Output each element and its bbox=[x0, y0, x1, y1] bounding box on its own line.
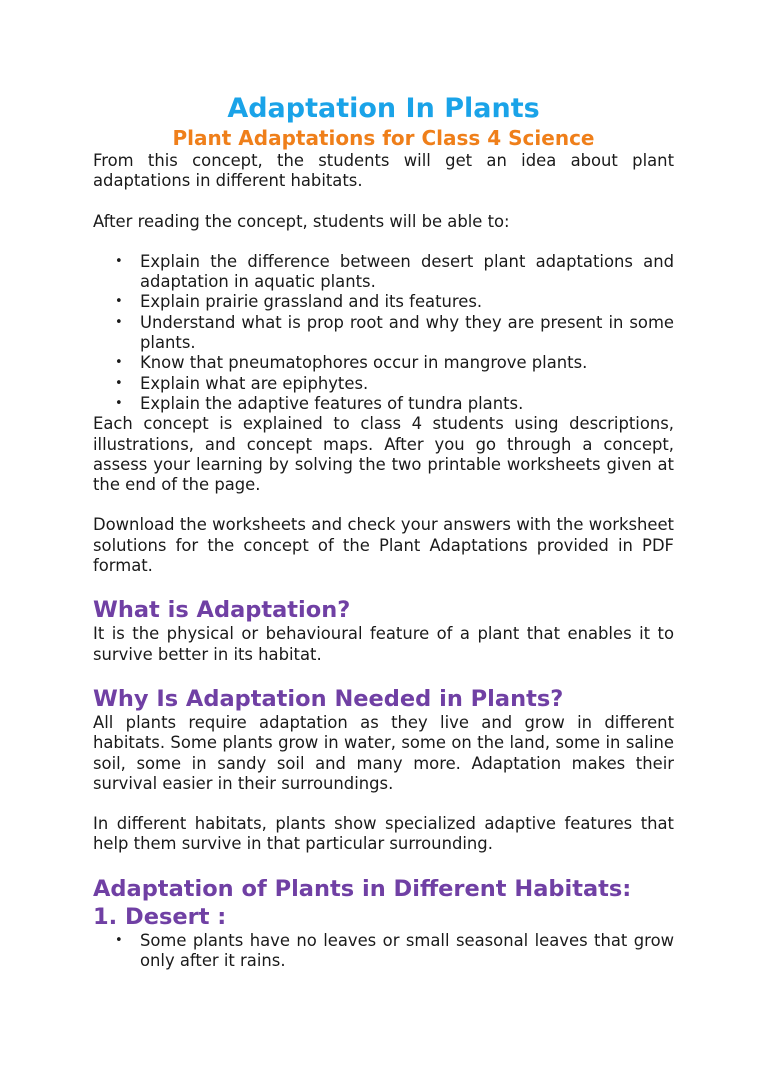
bullet-icon: • bbox=[115, 355, 123, 371]
bullet-icon: • bbox=[115, 932, 123, 948]
section-heading-habitats: Adaptation of Plants in Different Habitats: bbox=[93, 875, 632, 902]
list-item bbox=[93, 292, 674, 312]
bullet-icon: • bbox=[115, 314, 123, 330]
objectives-list bbox=[93, 252, 674, 414]
subheading-desert: 1. Desert : bbox=[93, 903, 227, 930]
list-item-text: Explain prairie grassland and its features. bbox=[140, 292, 483, 312]
list-item-text: Understand what is prop root and why they are present in some plants. bbox=[140, 312, 674, 353]
spacer bbox=[93, 232, 674, 252]
spacer bbox=[93, 665, 674, 685]
section-heading-what-is-adaptation: What is Adaptation? bbox=[93, 597, 351, 624]
list-item-text: Explain the adaptive features of tundra plants. bbox=[140, 393, 524, 413]
list-item bbox=[93, 394, 674, 414]
list-item bbox=[93, 374, 674, 394]
list-item-text: Know that pneumatophores occur in mangrove plants. bbox=[140, 353, 588, 373]
bullet-icon: • bbox=[115, 395, 123, 411]
section1-paragraph: It is the physical or behavioural feature of a plant that enables it to survive better in its habitat. bbox=[93, 624, 674, 664]
intro-paragraph-3: Each concept is explained to class 4 students using descriptions, illustrations, and concept maps. After you go through a concept, assess your learning by solving the two printable worksheets given at the end of the page. bbox=[93, 414, 674, 495]
list-item bbox=[93, 353, 674, 373]
list-item bbox=[93, 313, 674, 354]
spacer bbox=[93, 192, 674, 212]
list-item-text: Explain the difference between desert plant adaptations and adaptation in aquatic plants. bbox=[140, 251, 674, 292]
spacer bbox=[93, 794, 674, 814]
list-item-text: Some plants have no leaves or small seasonal leaves that grow only after it rains. bbox=[140, 930, 674, 971]
section2-paragraph-2: In different habitats, plants show specialized adaptive features that help them survive in that particular surrounding. bbox=[93, 814, 674, 854]
intro-paragraph-1: From this concept, the students will get an idea about plant adaptations in different habitats. bbox=[93, 151, 674, 191]
intro-paragraph-4: Download the worksheets and check your answers with the worksheet solutions for the concept of the Plant Adaptations provided in PDF format. bbox=[93, 515, 674, 576]
spacer bbox=[93, 576, 674, 596]
page-title: Adaptation In Plants bbox=[227, 93, 540, 124]
bullet-icon: • bbox=[115, 294, 123, 310]
bullet-icon: • bbox=[115, 253, 123, 269]
section-heading-why-adaptation: Why Is Adaptation Needed in Plants? bbox=[93, 685, 564, 712]
intro-paragraph-2: After reading the concept, students will be able to: bbox=[93, 211, 510, 231]
bullet-icon: • bbox=[115, 375, 123, 391]
desert-list bbox=[93, 931, 674, 972]
spacer bbox=[93, 495, 674, 515]
list-item bbox=[93, 252, 674, 293]
spacer bbox=[93, 855, 674, 875]
list-item-text: Explain what are epiphytes. bbox=[140, 373, 369, 393]
section2-paragraph-1: All plants require adaptation as they live and grow in different habitats. Some plants grow in water, some on the land, some in saline soil, some in sandy soil and many more. Adaptation makes their survival easier in their surroundings. bbox=[93, 712, 674, 793]
page-subtitle: Plant Adaptations for Class 4 Science bbox=[172, 126, 595, 150]
list-item bbox=[93, 931, 674, 972]
